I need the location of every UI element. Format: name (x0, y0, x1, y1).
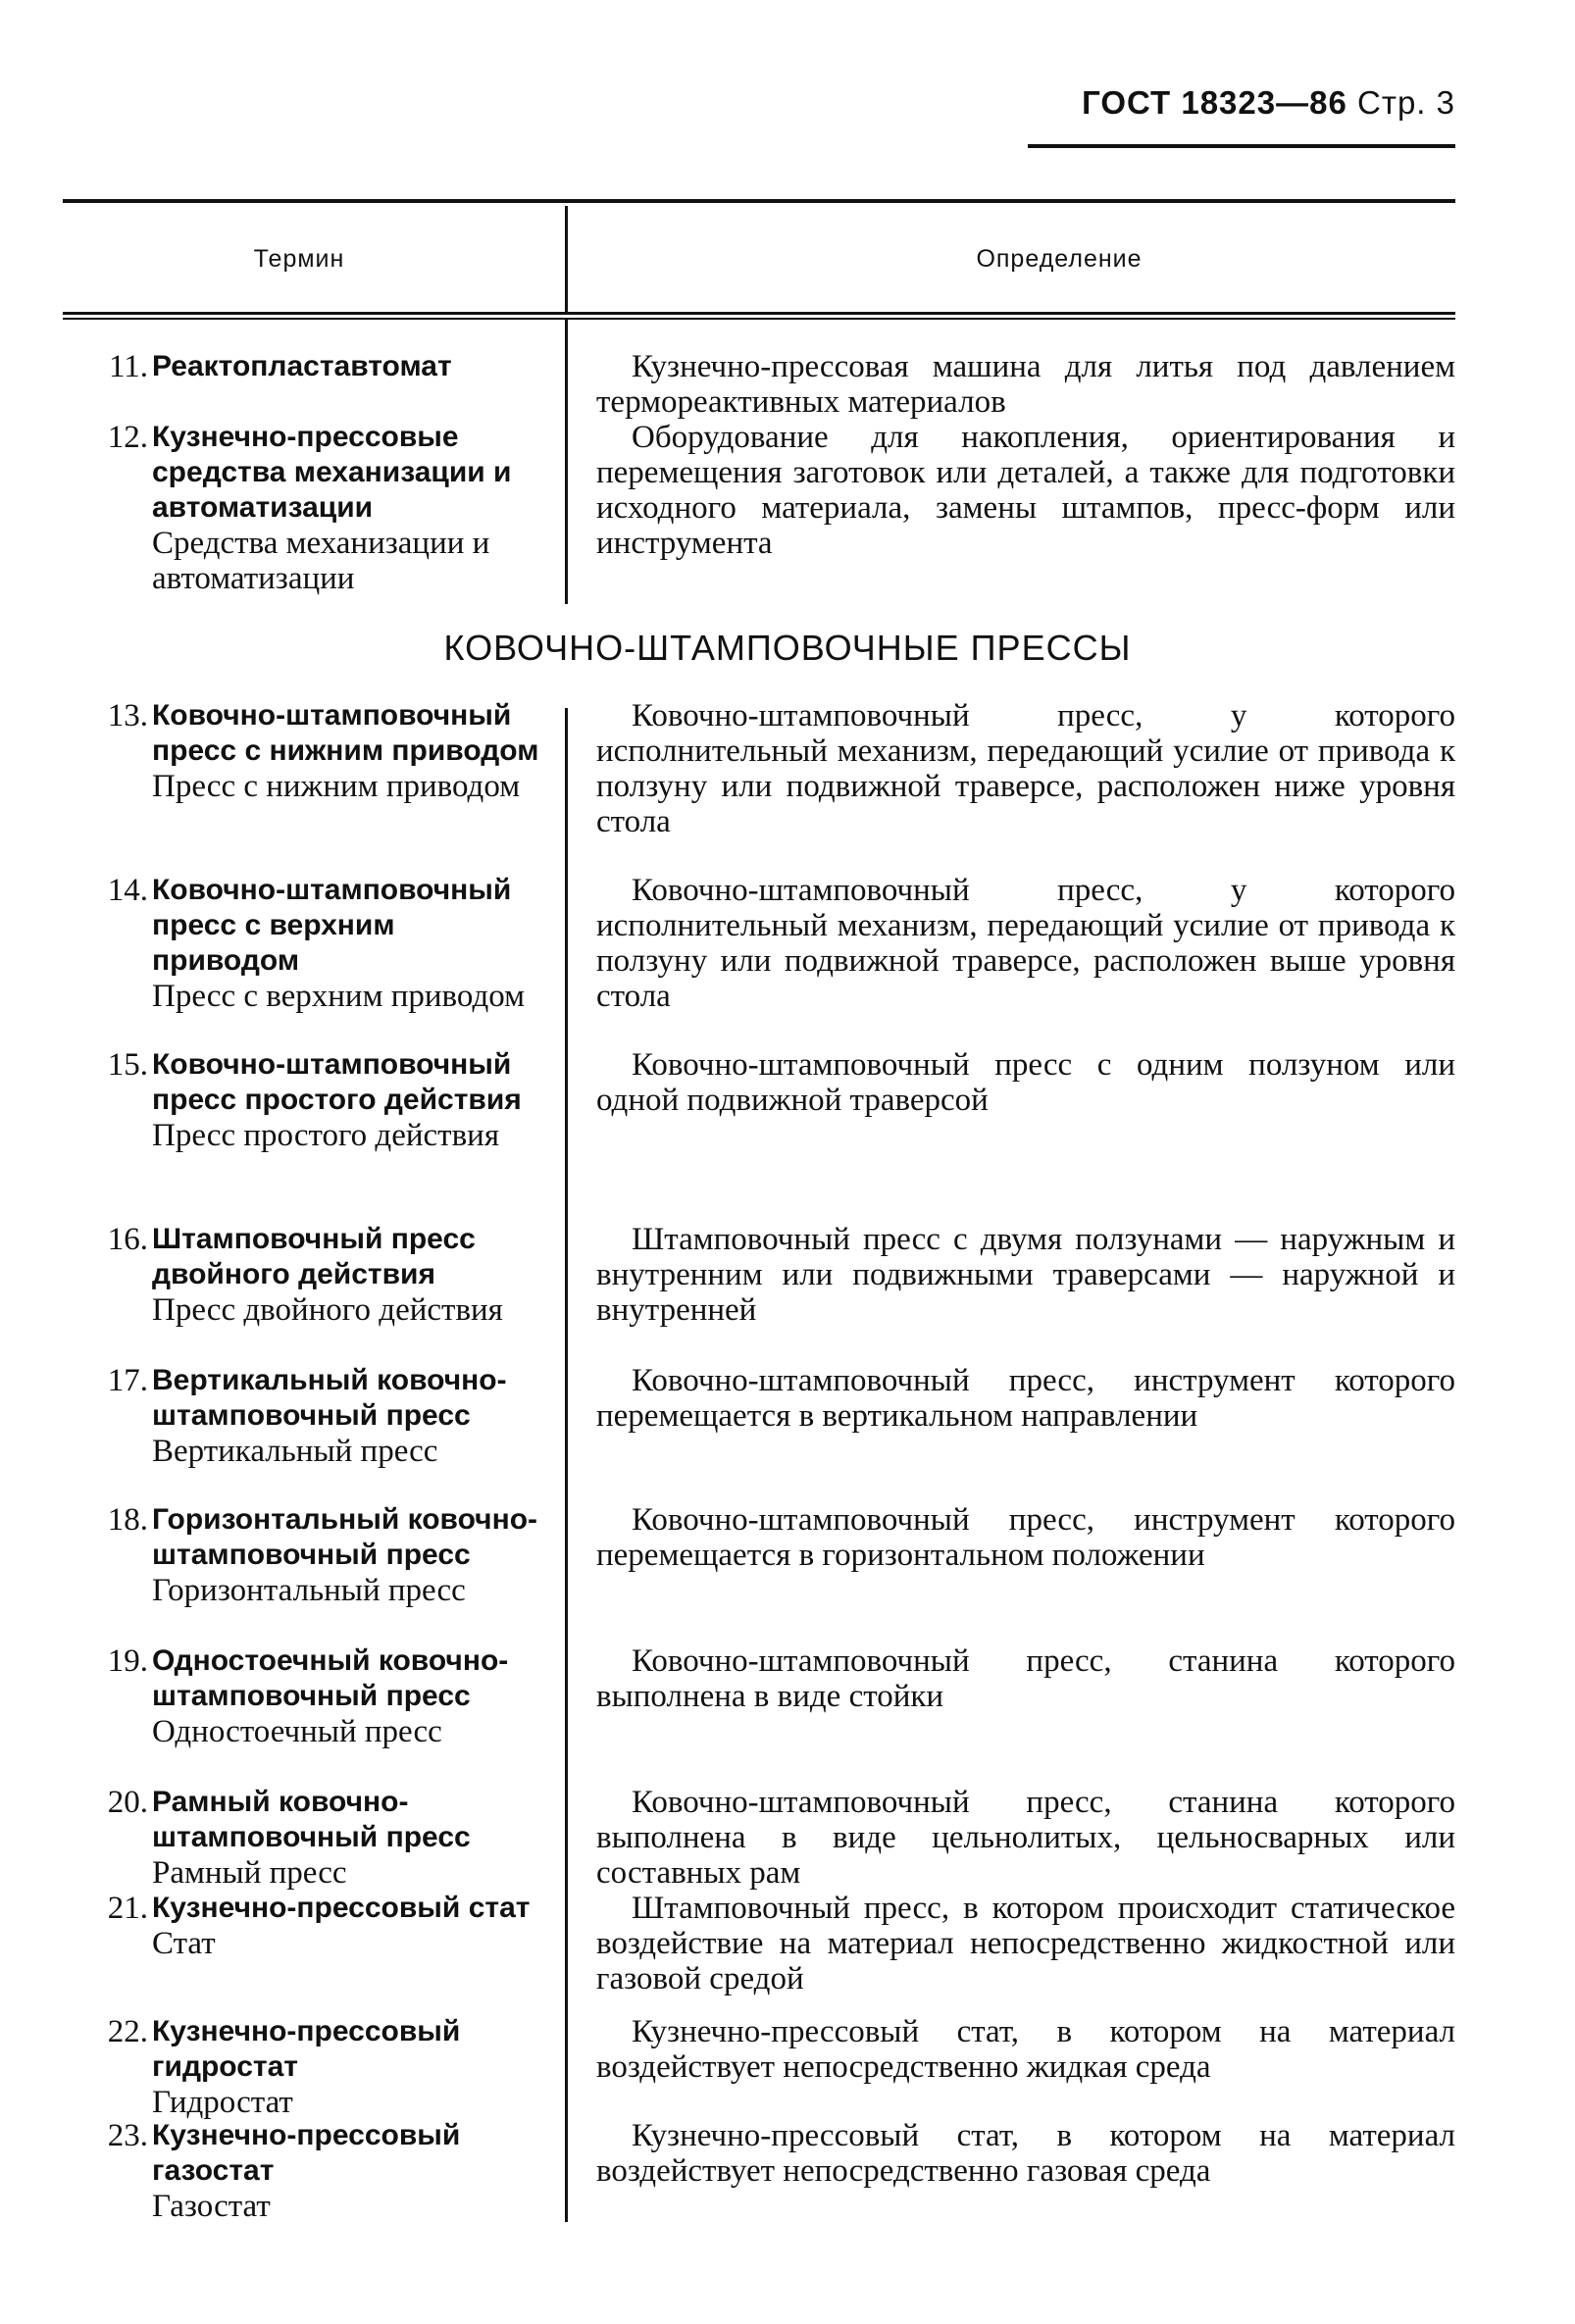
column-header-term: Термин (253, 245, 345, 273)
column-divider (565, 206, 568, 312)
term-name: Кузнечно-прессовые средства механизации и автоматизации (152, 421, 512, 524)
entry-number: 14. (107, 873, 148, 908)
column-divider (565, 708, 568, 2222)
term-name: Ковочно-штамповочный пресс с нижним приводом (152, 699, 539, 767)
table-top-rule (63, 199, 1455, 203)
column-divider (565, 320, 568, 604)
entry-number: 22. (107, 2014, 148, 2049)
term-short-form: Пресс простого действия (152, 1118, 500, 1153)
entry-number: 16. (107, 1222, 148, 1257)
term-definition: Ковочно-штамповочный пресс, станина которого выполнена в виде стойки (596, 1643, 1455, 1714)
entry-number: 11. (108, 349, 148, 384)
term-definition: Ковочно-штамповочный пресс, станина которого выполнена в виде цельнолитых, цельносварных или составных рам (596, 1785, 1455, 1891)
term-short-form: Вертикальный пресс (152, 1434, 438, 1469)
entry-number: 12. (107, 420, 148, 455)
term-name: Рамный ковочно-штамповочный пресс (152, 1786, 471, 1853)
term-name: Кузнечно-прессовый газостат (152, 2119, 461, 2187)
term-short-form: Газостат (152, 2189, 271, 2224)
section-title: КОВОЧНО-ШТАМПОВОЧНЫЕ ПРЕССЫ (443, 628, 1132, 668)
term-definition: Штамповочный пресс с двумя ползунами — наружным и внутренним или подвижными траверсами — наружной и внутренней (596, 1222, 1455, 1328)
standard-code: ГОСТ 18323—86 (1082, 84, 1347, 121)
term-definition: Ковочно-штамповочный пресс с одним ползуном или одной подвижной траверсой (596, 1047, 1455, 1118)
term-short-form: Средства механизации и автоматизации (152, 526, 490, 596)
term-name: Ковочно-штамповочный пресс простого действия (152, 1048, 522, 1116)
term-definition: Ковочно-штамповочный пресс, инструмент которого перемещается в горизонтальном положении (596, 1502, 1455, 1573)
term-definition: Ковочно-штамповочный пресс, у которого исполнительный механизм, передающий усилие от привода к ползуну или подвижной траверсе, расположен выше уровня стола (596, 873, 1455, 1014)
term-name: Ковочно-штамповочный пресс с верхним приводом (152, 874, 512, 977)
term-name: Штамповочный пресс двойного действия (152, 1223, 476, 1290)
entry-number: 18. (107, 1502, 148, 1538)
term-name: Реактопластавтомат (152, 350, 452, 382)
table-header-divider (63, 312, 1455, 320)
term-definition: Кузнечно-прессовая машина для литья под давлением термореактивных материалов (596, 349, 1455, 420)
term-definition: Ковочно-штамповочный пресс, у которого исполнительный механизм, передающий усилие от привода к ползуну или подвижной траверсе, расположен ниже уровня стола (596, 698, 1455, 839)
term-definition: Кузнечно-прессовый стат, в котором на материал воздействует непосредственно газовая среда (596, 2118, 1455, 2189)
term-short-form: Одностоечный пресс (152, 1714, 442, 1749)
term-definition: Штамповочный пресс, в котором происходит статическое воздействие на материал непосредственно жидкостной или газовой средой (596, 1891, 1455, 1996)
entry-number: 15. (107, 1047, 148, 1083)
term-definition: Оборудование для накопления, ориентирования и перемещения заготовок или деталей, а также для подготовки исходного материала, замены штампов, пресс-форм или инструмента (596, 420, 1455, 561)
term-short-form: Пресс двойного действия (152, 1292, 503, 1328)
entry-number: 17. (107, 1363, 148, 1398)
header-underline (1028, 144, 1455, 148)
page-header (1082, 84, 1455, 122)
term-short-form: Рамный пресс (152, 1855, 347, 1891)
term-name: Одностоечный ковочно-штамповочный пресс (152, 1644, 509, 1712)
entry-number: 20. (107, 1785, 148, 1820)
term-short-form: Гидростат (152, 2085, 293, 2120)
term-short-form: Пресс с нижним приводом (152, 769, 521, 804)
term-definition: Кузнечно-прессовый стат, в котором на материал воздействует непосредственно жидкая среда (596, 2014, 1455, 2085)
term-name: Кузнечно-прессовый гидростат (152, 2015, 461, 2083)
term-name: Горизонтальный ковочно-штамповочный пресс (152, 1503, 538, 1571)
term-definition: Ковочно-штамповочный пресс, инструмент которого перемещается в вертикальном направлении (596, 1363, 1455, 1434)
term-name: Кузнечно-прессовый стат (152, 1892, 531, 1924)
term-short-form: Стат (152, 1926, 216, 1961)
entry-number: 13. (107, 698, 148, 733)
term-short-form: Пресс с верхним приводом (152, 979, 525, 1014)
entry-number: 19. (107, 1643, 148, 1679)
entry-number: 23. (107, 2118, 148, 2153)
entry-number: 21. (107, 1891, 148, 1926)
column-header-definition: Определение (976, 245, 1143, 273)
term-name: Вертикальный ковочно-штамповочный пресс (152, 1364, 507, 1432)
term-short-form: Горизонтальный пресс (152, 1573, 466, 1608)
page-number: Стр. 3 (1357, 84, 1455, 121)
